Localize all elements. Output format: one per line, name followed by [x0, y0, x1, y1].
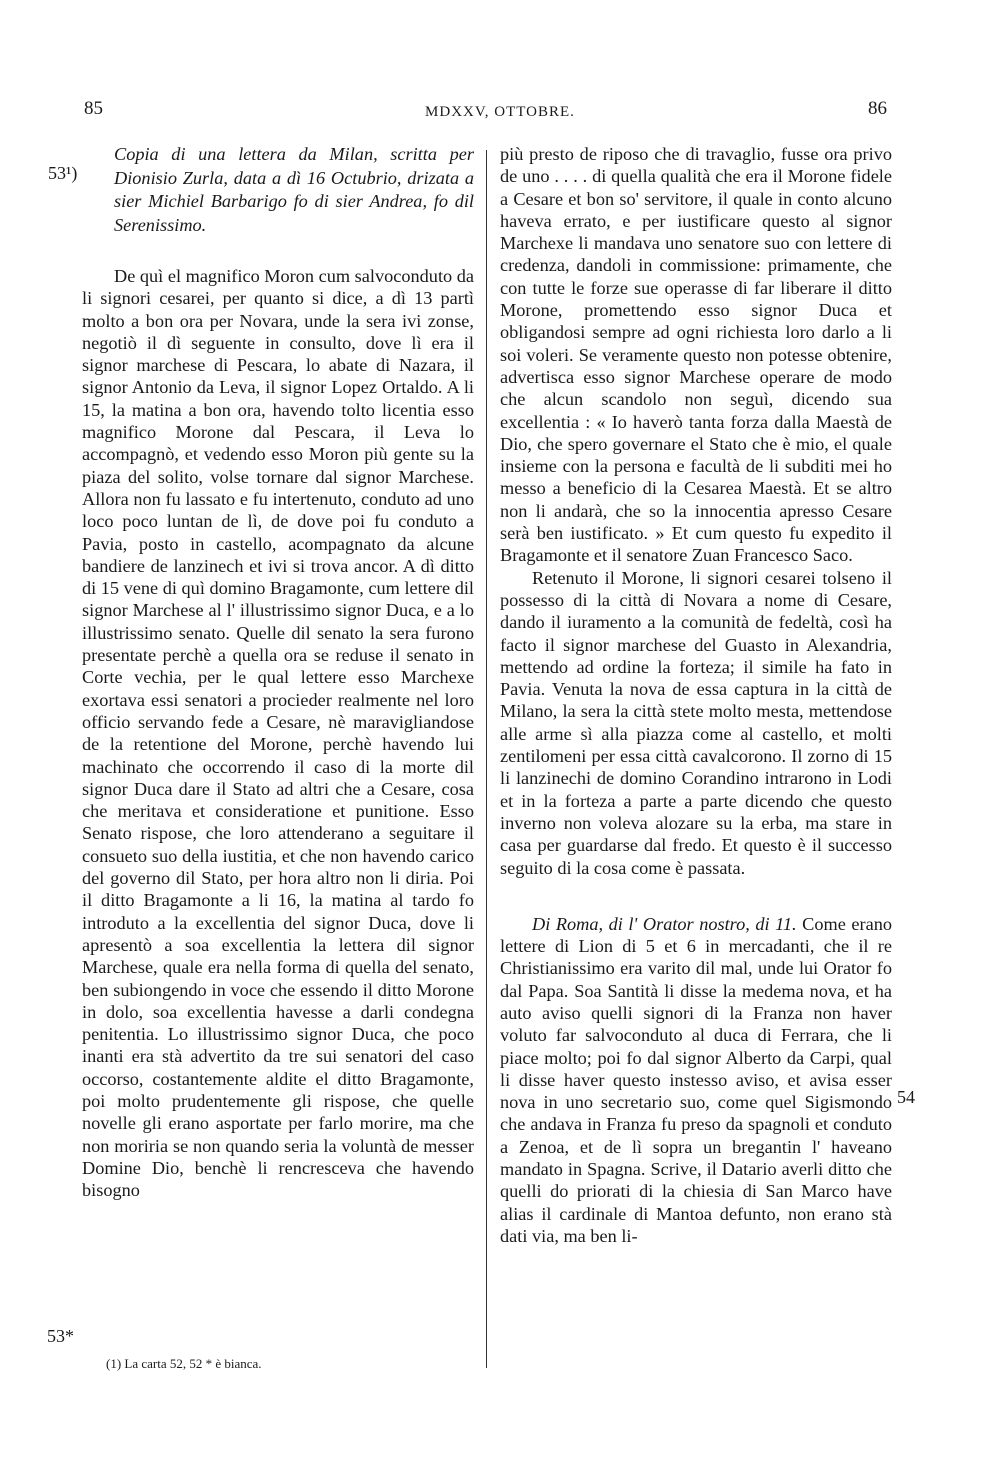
section-title: Di Roma, di l' Orator nostro, di 11. [532, 913, 797, 934]
margin-note-right: 54 [897, 1087, 915, 1107]
column-divider [486, 150, 487, 1368]
right-para-2: Retenuto il Morone, li signori cesarei tolseno il possesso di la città di Novara a nome di Cesare, dando il iuramento a la comunità de fedeltà, così ha facto il signor marchese del Guasto in Alexandria, mettendo ad ordine la forteza; il simile ha fato in Pavia. Venuta la nova de essa captura in la città de Milano, la sera la città stete molto mesta, mettendose alle arme sì alla piazza come al castello, et molti zentilomeni per essa città cavalcorono. Il zorno di 15 li lanzinechi de domino Corandino intrarono in Lodi et in la forteza a parte a parte dicendo che questo inverno non voleva alozare su la erba, ma stare in casa per guardarse dal fredo. Et questo è il successo seguito di la cosa come è passata. [500, 567, 892, 878]
left-page-number: 85 [84, 98, 103, 119]
left-body-text: De quì el magnifico Moron cum salvoconduto da li signori cesarei, per quanto si dice, a dì 13 partì molto a bon ora per Novara, unde la sera ivi zonse, negotiò il dì seguente in consulto, dove lì era il signor marchese di Pescara, lo abate di Nazara, il signor Antonio da Leva, il signor Lopez Ortaldo. A li 15, la matina a bon ora, havendo tolto licentia esso magnifico Morone dal Pescara, il Leva lo accompagnò, et vedendo esso Moron più gente su la piaza del solito, volse tornare dal signor Marchese. Allora non fu lassato e fu intertenuto, conduto ad uno loco poco luntan de lì, de dove poi fu conduto a Pavia, posto in castello, acompagnato da alcune bandiere de lanzinech et ivi si trova ancor. A dì ditto di 15 vene di quì domino Bragamonte, cum lettere dil signor Marchese al l' illustrissimo signor Duca, e a lo illustrissimo senato. Quelle dil senato la sera furono presentate perchè a quella ora se reduse il senato in Corte vechia, per le qual lettere esso Marchexe exortava essi senatori a procieder realmente nel loro officio servando fede a Cesare, nè maravigliandose de la retentione del Morone, perchè havendo lui machinato che occorrendo il caso di la morte dil signor Duca dare il Stato ad altri che a Cesare, cosa che meritava et consideratione et punitione. Esso Senato rispose, che loro attenderano a seguitare il consueto suo della iustitia, et che non havendo carico del governo dil Stato, per hora altro non li diria. Poi il ditto Bragamonte a li 16, la matina al tardo fo introduto a la excellentia del signor Duca, dove li apresentò a soa excellentia la lettera dil signor Marchese, quale era nella forma di quella del senato, ben subiongendo in voce che essendo il ditto Morone in dolo, soa excellentia havesse a darli condegna penitentia. Lo illustrissimo signor Duca, che poco inanti era stà advertito da tre sui senatori del caso occorso, costantemente aldite el ditto Bragamonte, poi molto prudentemente gli rispose, che quelle novelle gli erano asportate per farlo morire, ma che non moriria se non quando seria la voluntà de messer Domine Dio, benchè li rencresceva che havendo bisogno [82, 266, 474, 1201]
footnote: (1) La carta 52, 52 * è bianca. [106, 1356, 262, 1371]
right-para-3 [500, 913, 892, 1247]
left-column [82, 143, 474, 1201]
right-page-number: 86 [868, 98, 887, 119]
section-gap [500, 879, 892, 913]
margin-note-left-top: 53¹) [48, 163, 78, 183]
margin-note-left-bottom: 53* [47, 1326, 74, 1346]
section-body: Come erano lettere di Lion di 5 et 6 in mercadanti, che il re Christianissimo era varito dil mal, unde lui Orator fo dal Papa. Soa Santità li disse la medema nova, et ha auto aviso quelli signori di la Franza non haver voluto far salvoconduto al duca di Ferrara, che li piace molto; poi fo dal signor Alberto da Carpi, qual li disse haver questo instesso aviso, et avisa esser nova in uno secretario suo, come quel Sigismondo che andava in Franza fu preso da spagnoli et conduto a Zenoa, et de lì sopra un bregantin l' haveano mandato in Spagna. Scrive, il Datario averli ditto che quelli do priorati di la chiesia di San Marco have alias il cardinale di Mantoa defunto, non erano stà dati via, ma ben li- [500, 913, 892, 1246]
right-column [500, 143, 892, 1247]
right-para-1: più presto de riposo che di travaglio, fusse ora privo de uno . . . . di quella qualità che era il Morone fidele a Cesare et bon so' servitore, il quale in conto alcuno haveva errato, e per iustificare questo al signor Marchexe li mandava uno senatore suo con lettere di credenza, dandoli in commissione: primamente, che con tutte le forze sue operasse di far liberare il ditto Morone, promettendo esso signor Duca et obligandosi sempre ad ogni richiesta loro darlo a li soi voleri. Se veramente questo non potesse obtenire, advertisca esso signor Marchese operare de modo che alcun scandolo non seguì, dicendo sua excellentia : « Io haverò tanta forza dalla Maestà de Dio, che spero governare el Stato che è mio, el quale insieme con la persona e facultà de li subditi mei ho messo a beneficio di la Cesarea Maestà. Et se altro non li andarà, che so la innocentia apresso Cesare serà ben iustificato. » Et cum questo fu expedito il Bragamonte et il senatore Zuan Francesco Saco. [500, 144, 892, 566]
running-header: MDXXV, OTTOBRE. [425, 104, 575, 120]
letter-title: Copia di una lettera da Milan, scritta per Dionisio Zurla, data a dì 16 Octubrio, drizata a sier Michiel Barbarigo fo di sier Andrea, fo dil Serenissimo. [114, 144, 474, 235]
